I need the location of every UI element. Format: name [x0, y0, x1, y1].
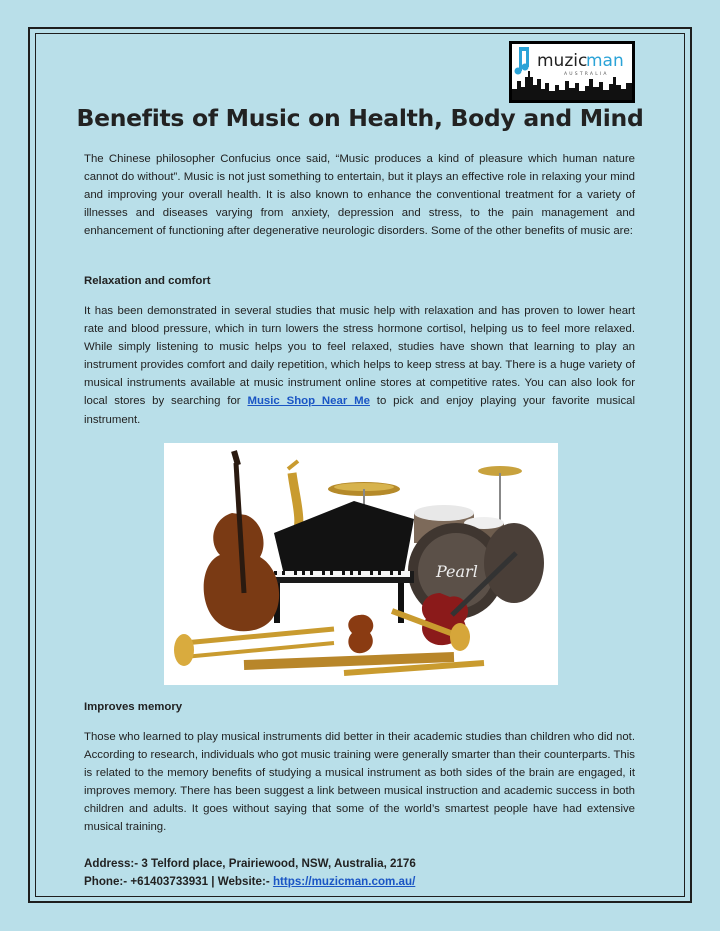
relaxation-text-2: to pick and enjoy playing your favorite musical instrument. [84, 395, 636, 426]
website-link[interactable]: https://muzicman.com.au/ [272, 875, 416, 888]
relaxation-paragraph [84, 302, 635, 429]
section-heading-relaxation: Relaxation and comfort [84, 275, 211, 287]
music-shop-near-me-link[interactable]: Music Shop Near Me [247, 395, 370, 408]
page-title: Benefits of Music on Health, Body and Mind [76, 104, 644, 132]
muzicman-logo [509, 41, 635, 103]
logo-text-b: man [586, 51, 624, 71]
section-heading-memory: Improves memory [84, 701, 183, 713]
musical-instruments-image [164, 443, 558, 685]
logo-tagline: AUSTRALIA [564, 72, 609, 77]
footer-phone: Phone:- +61403733931 | Website:- [84, 875, 273, 888]
logo-text-a: muzic [537, 51, 588, 71]
memory-paragraph: Those who learned to play musical instruments did better in their academic studies than children who did not. According to research, individuals who got music training were generally smarter than their counterparts. This is related to the memory benefits of studying a musical instrument as both sides of the brain are engaged, it improves memory. There has been suggest a link between musical instruction and academic success in both children and adults. It goes without saying that some of the world’s smartest people have had extensive musical training. [84, 731, 635, 834]
footer-contact [84, 875, 415, 888]
drum-brand-text: Pearl [436, 562, 478, 581]
footer-address: Address:- 3 Telford place, Prairiewood, NSW, Australia, 2176 [84, 857, 416, 870]
relaxation-text-1: It has been demonstrated in several studies that music help with relaxation and has proven to lower heart rate and blood pressure, which in turn lowers the stress hormone cortisol, helping us to feel more relaxed. While simply listening to music helps you to feel relaxed, studies have shown that learning to play an instrument provides comfort and daily repetition, which helps to keep stress at bay. There is a huge variety of musical instruments available at music instrument online stores at competitive rates. You can also look for local stores by searching for [84, 305, 635, 408]
intro-paragraph: The Chinese philosopher Confucius once said, “Music produces a kind of pleasure which human nature cannot do without”. Music is not just something to entertain, but it plays an effective role in relaxing your mind and improving your overall health. It is also known to enhance the conventional treatment for a variety of illnesses and diseases varying from anxiety, depression and stress, to the pain management and enhancement of functioning after degenerative neurologic disorders. Some of the other benefits of music are: [84, 153, 635, 238]
